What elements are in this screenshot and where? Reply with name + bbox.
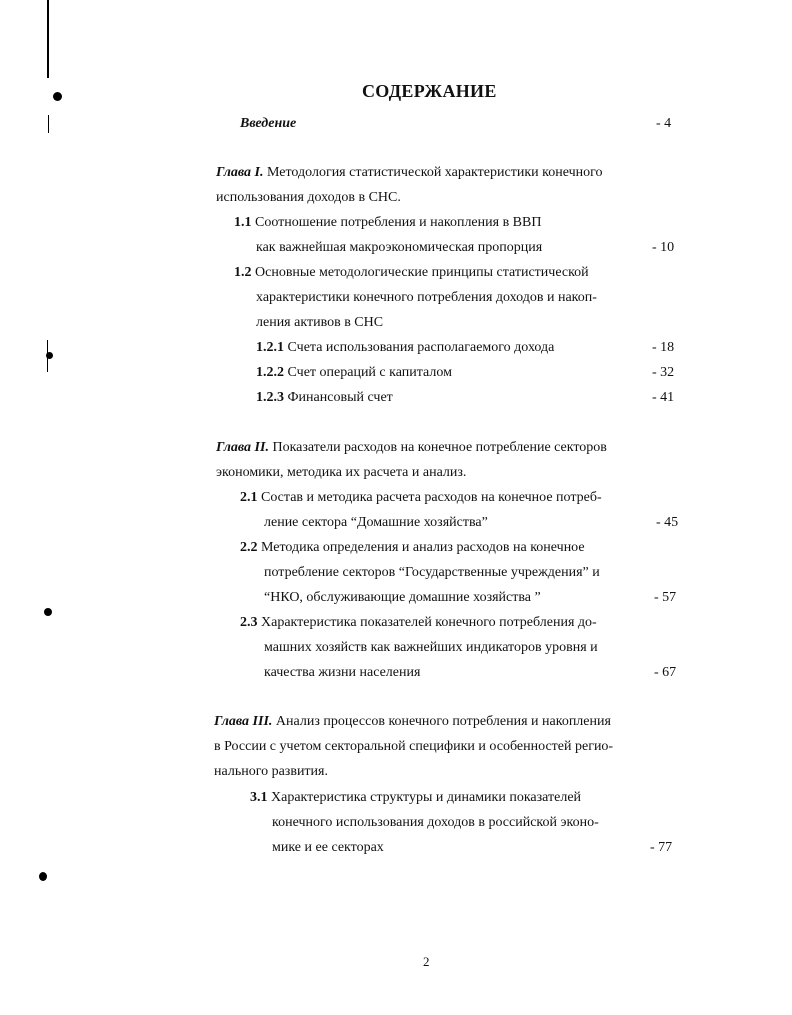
toc-section-1-2-3-page: - 41 — [652, 390, 675, 405]
toc-section-1-2-1 — [256, 339, 554, 357]
page-title: СОДЕРЖАНИЕ — [362, 81, 497, 101]
toc-section-2-3-line-3: качества жизни населения — [264, 665, 421, 680]
toc-intro-page: - 4 — [656, 116, 672, 131]
toc-chapter-3-line-3: нального развития. — [214, 764, 328, 779]
toc-section-title: Финансовый счет — [287, 390, 393, 405]
toc-section-1-2 — [234, 264, 589, 282]
scan-margin-line — [47, 0, 49, 78]
toc-section-title: Методика определения и анализ расходов на конечное — [261, 540, 585, 555]
page-number: 2 — [423, 954, 430, 969]
toc-section-1-1-page: - 10 — [652, 240, 675, 255]
toc-chapter-1-title: Методология статистической характеристики конечного — [267, 165, 603, 180]
toc-section-2-2-line-3: “НКО, обслуживающие домашние хозяйства ” — [264, 590, 541, 605]
toc-section-title: Основные методологические принципы статистической — [255, 265, 589, 280]
toc-section-1-2-2-page: - 32 — [652, 365, 675, 380]
toc-section-title: Счета использования располагаемого дохода — [287, 340, 555, 355]
toc-section-2-2-line-2: потребление секторов “Государственные учреждения” и — [264, 565, 600, 580]
scan-speck — [53, 92, 62, 101]
toc-section-number: 1.2.2 — [256, 365, 284, 380]
toc-section-3-1-line-3: мике и ее секторах — [272, 840, 384, 855]
toc-section-1-2-3 — [256, 389, 393, 407]
toc-section-2-1-line-2: ление сектора “Домашние хозяйства” — [264, 515, 488, 530]
toc-section-number: 1.2.3 — [256, 390, 284, 405]
toc-chapter-3-line-1 — [214, 713, 611, 731]
toc-section-1-2-1-page: - 18 — [652, 340, 675, 355]
toc-section-1-2-line-2: характеристики конечного потребления доходов и накоп- — [256, 290, 597, 305]
toc-section-title: Соотношение потребления и накопления в ВВП — [255, 215, 542, 230]
toc-section-title: Счет операций с капиталом — [287, 365, 452, 380]
toc-section-2-3 — [240, 614, 597, 632]
toc-chapter-1-line-1 — [216, 164, 603, 182]
toc-section-3-1-page: - 77 — [650, 840, 673, 855]
toc-chapter-2-line-2: экономики, методика их расчета и анализ. — [216, 465, 467, 480]
toc-chapter-2-label: Глава II. — [216, 440, 269, 455]
toc-section-number: 1.2.1 — [256, 340, 284, 355]
toc-chapter-2-line-1 — [216, 439, 607, 457]
toc-section-2-2-page: - 57 — [654, 590, 677, 605]
toc-section-number: 2.2 — [240, 540, 258, 555]
toc-section-2-1-page: - 45 — [656, 515, 679, 530]
toc-section-1-2-line-3: ления активов в СНС — [256, 315, 384, 330]
toc-chapter-3-line-2: в России с учетом секторальной специфики и особенностей регио- — [214, 739, 614, 754]
toc-section-2-2 — [240, 539, 585, 557]
toc-section-number: 2.1 — [240, 490, 258, 505]
toc-section-2-1 — [240, 489, 602, 507]
toc-section-2-3-page: - 67 — [654, 665, 677, 680]
toc-section-title: Характеристика структуры и динамики показателей — [271, 790, 582, 805]
toc-chapter-3-label: Глава III. — [214, 714, 273, 729]
toc-chapter-1-label: Глава I. — [216, 165, 264, 180]
toc-chapter-3-title: Анализ процессов конечного потребления и накопления — [275, 714, 611, 729]
scan-speck — [39, 872, 47, 881]
toc-section-number: 1.1 — [234, 215, 252, 230]
scan-margin-line — [48, 115, 49, 133]
toc-section-1-2-2 — [256, 364, 452, 382]
toc-section-number: 3.1 — [250, 790, 268, 805]
scan-speck — [44, 608, 52, 616]
toc-section-number: 2.3 — [240, 615, 258, 630]
toc-intro-label: Введение — [240, 116, 297, 131]
scan-speck — [46, 352, 53, 359]
toc-section-3-1-line-2: конечного использования доходов в российской эконо- — [272, 815, 599, 830]
toc-section-1-1 — [234, 214, 541, 232]
toc-chapter-2-title: Показатели расходов на конечное потребление секторов — [272, 440, 607, 455]
toc-section-number: 1.2 — [234, 265, 252, 280]
toc-section-title: Характеристика показателей конечного потребления до- — [261, 615, 597, 630]
toc-section-1-1-line-2: как важнейшая макроэкономическая пропорция — [256, 240, 543, 255]
toc-chapter-1-line-2: использования доходов в СНС. — [216, 190, 401, 205]
toc-section-title: Состав и методика расчета расходов на конечное потреб- — [261, 490, 602, 505]
toc-section-2-3-line-2: машних хозяйств как важнейших индикаторов уровня и — [264, 640, 598, 655]
toc-section-3-1 — [250, 789, 581, 807]
